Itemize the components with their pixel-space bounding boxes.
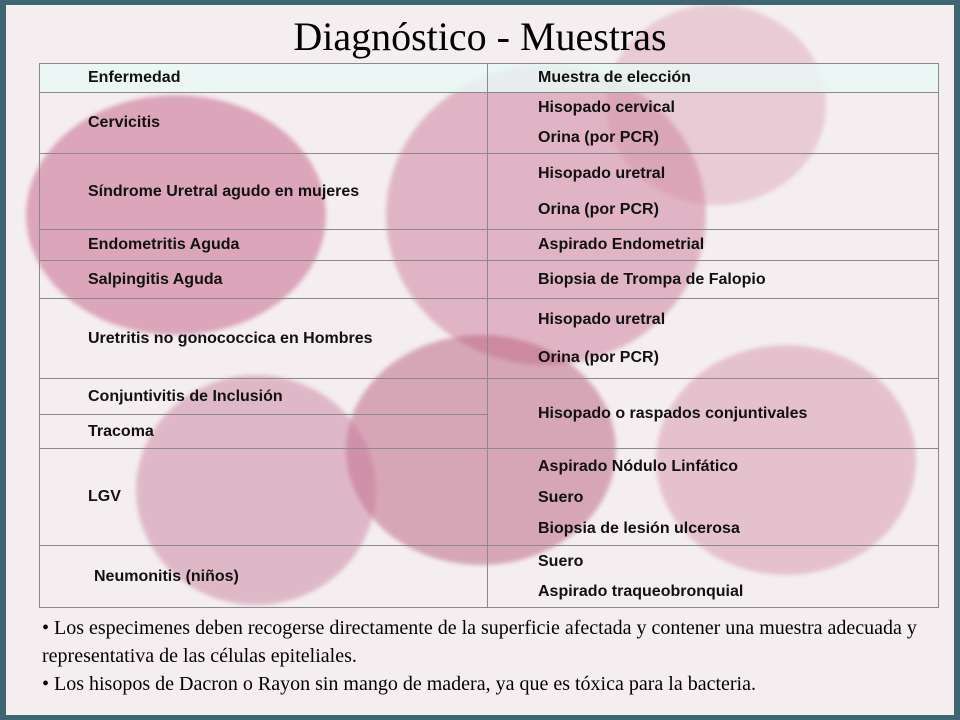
sample-cell bbox=[488, 449, 939, 546]
table-header-row bbox=[40, 64, 939, 93]
slide-title: Diagnóstico - Muestras bbox=[293, 14, 667, 59]
slide bbox=[6, 5, 954, 715]
disease-cell: Neumonitis (niños) bbox=[40, 546, 488, 608]
bullet-item: • Los especimenes deben recogerse directamente de la superficie afectada y contener una muestra adecuada y representativa de las células epiteliales. bbox=[42, 617, 917, 667]
sample-item: Suero bbox=[538, 488, 584, 506]
sample-item: Hisopado uretral bbox=[538, 164, 666, 182]
sample-item: Hisopado uretral bbox=[538, 310, 666, 328]
disease-cell: Salpingitis Aguda bbox=[40, 261, 488, 299]
sample-item: Hisopado o raspados conjuntivales bbox=[538, 404, 808, 422]
sample-cell bbox=[488, 261, 939, 299]
disease-cell: Tracoma bbox=[40, 415, 488, 449]
disease-cell: Endometritis Aguda bbox=[40, 230, 488, 261]
table-row bbox=[40, 546, 939, 608]
disease-cell: Cervicitis bbox=[40, 93, 488, 154]
table-row bbox=[40, 93, 939, 154]
disease-cell: Uretritis no gonococcica en Hombres bbox=[40, 299, 488, 379]
sample-cell bbox=[488, 93, 939, 154]
sample-cell bbox=[488, 154, 939, 230]
table-row bbox=[40, 299, 939, 379]
header-sample: Muestra de elección bbox=[488, 64, 939, 93]
bullet-item: • Los hisopos de Dacron o Rayon sin mango de madera, ya que es tóxica para la bacteria. bbox=[42, 673, 756, 695]
sample-item: Orina (por PCR) bbox=[538, 348, 659, 366]
sample-item: Orina (por PCR) bbox=[538, 129, 659, 146]
header-disease: Enfermedad bbox=[40, 64, 488, 93]
sample-cell bbox=[488, 230, 939, 261]
table-row bbox=[40, 261, 939, 299]
table-row bbox=[40, 379, 939, 415]
sample-item: Biopsia de Trompa de Falopio bbox=[538, 270, 766, 288]
sample-cell bbox=[488, 379, 939, 449]
sample-cell bbox=[488, 299, 939, 379]
disease-cell: LGV bbox=[40, 449, 488, 546]
table-row bbox=[40, 154, 939, 230]
table-row bbox=[40, 230, 939, 261]
disease-cell: Síndrome Uretral agudo en mujeres bbox=[40, 154, 488, 230]
table-row bbox=[40, 449, 939, 546]
sample-item: Aspirado Endometrial bbox=[538, 236, 705, 253]
sample-item: Suero bbox=[538, 552, 584, 570]
sample-item: Aspirado Nódulo Linfático bbox=[538, 457, 738, 475]
sample-item: Aspirado traqueobronquial bbox=[538, 582, 744, 600]
sample-item: Orina (por PCR) bbox=[538, 200, 659, 218]
sample-item: Biopsia de lesión ulcerosa bbox=[538, 519, 740, 537]
disease-cell: Conjuntivitis de Inclusión bbox=[40, 379, 488, 415]
sample-cell bbox=[488, 546, 939, 608]
diagnosis-table bbox=[39, 63, 939, 608]
notes bbox=[42, 614, 932, 698]
sample-item: Hisopado cervical bbox=[538, 99, 675, 116]
